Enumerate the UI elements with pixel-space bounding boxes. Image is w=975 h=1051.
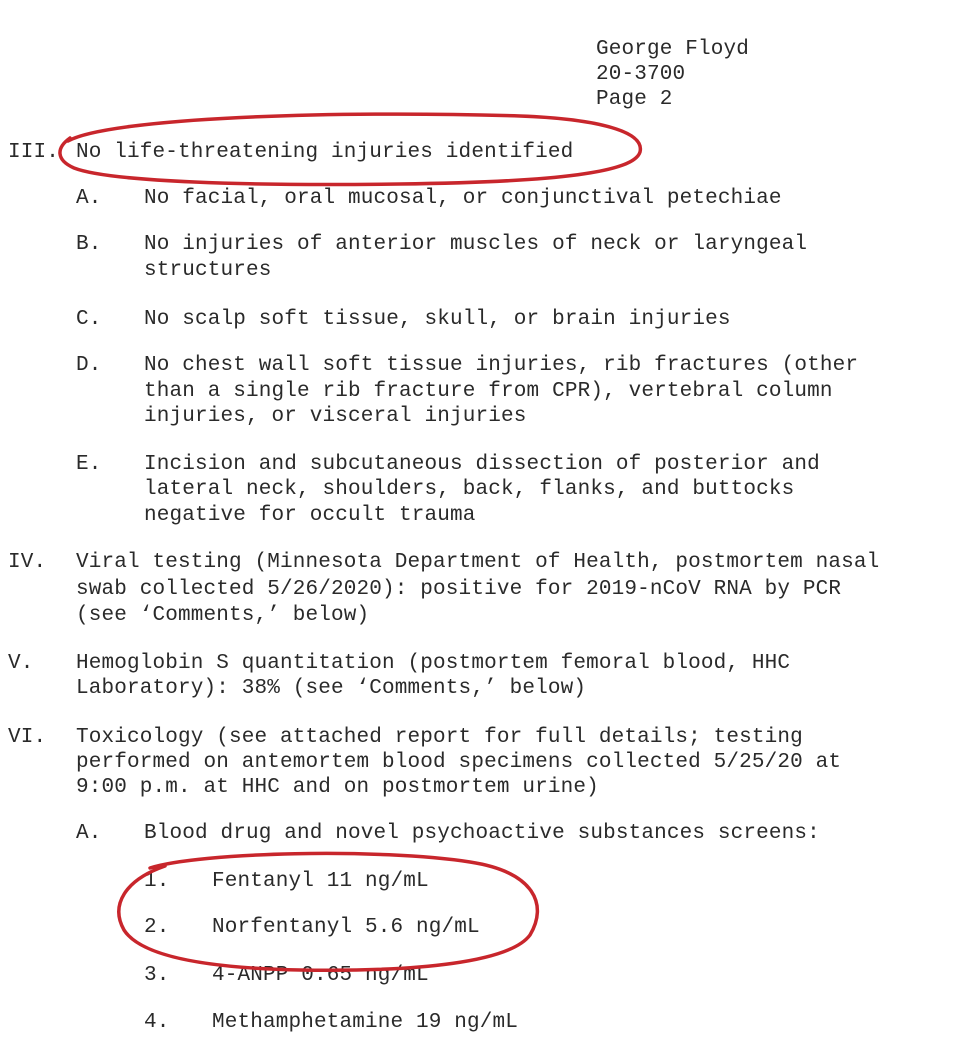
section-iv-line-1: Viral testing (Minnesota Department of Health, postmortem nasal: [76, 551, 880, 574]
section-vi-a-heading: Blood drug and novel psychoactive substances screens:: [144, 822, 820, 845]
section-iii-numeral: III.: [8, 141, 60, 164]
section-iii-b-line-2: structures: [144, 259, 272, 282]
section-iii-b-line-1: No injuries of anterior muscles of neck or laryngeal: [144, 233, 808, 256]
header-name: George Floyd: [596, 38, 750, 61]
section-iv-line-3: (see ‘Comments,’ below): [76, 604, 370, 627]
result-4-text: Methamphetamine 19 ng/mL: [212, 1011, 519, 1034]
section-iii-e-line-1: Incision and subcutaneous dissection of posterior and: [144, 453, 820, 476]
result-2-number: 2.: [144, 916, 170, 939]
section-iii-e-line-2: lateral neck, shoulders, back, flanks, and buttocks: [144, 478, 795, 501]
section-vi-line-3: 9:00 p.m. at HHC and on postmortem urine): [76, 776, 599, 799]
section-iii-c-letter: C.: [76, 308, 102, 331]
result-4-number: 4.: [144, 1011, 170, 1034]
section-iii-d-line-3: injuries, or visceral injuries: [144, 405, 527, 428]
section-iii-a-letter: A.: [76, 187, 102, 210]
section-iii-d-letter: D.: [76, 354, 102, 377]
section-v-numeral: V.: [8, 652, 34, 675]
section-iii-e-line-3: negative for occult trauma: [144, 504, 476, 527]
section-iii-c-line-1: No scalp soft tissue, skull, or brain injuries: [144, 308, 731, 331]
section-iv-numeral: IV.: [8, 551, 47, 574]
result-2-text: Norfentanyl 5.6 ng/mL: [212, 916, 480, 939]
header-case-number: 20-3700: [596, 63, 686, 86]
section-iv-line-2: swab collected 5/26/2020): positive for 2019-nCoV RNA by PCR: [76, 578, 842, 601]
section-iii-b-letter: B.: [76, 233, 102, 256]
section-iii-heading: No life-threatening injuries identified: [76, 141, 574, 164]
section-iii-e-letter: E.: [76, 453, 102, 476]
result-1-number: 1.: [144, 870, 170, 893]
section-vi-line-2: performed on antemortem blood specimens collected 5/25/20 at: [76, 751, 842, 774]
result-3-number: 3.: [144, 964, 170, 987]
section-vi-a-letter: A.: [76, 822, 102, 845]
header-page-number: Page 2: [596, 88, 673, 111]
section-vi-numeral: VI.: [8, 726, 47, 749]
section-v-line-1: Hemoglobin S quantitation (postmortem femoral blood, HHC: [76, 652, 791, 675]
result-3-text: 4-ANPP 0.65 ng/mL: [212, 964, 429, 987]
section-iii-a-line-1: No facial, oral mucosal, or conjunctival petechiae: [144, 187, 782, 210]
section-iii-d-line-2: than a single rib fracture from CPR), vertebral column: [144, 380, 833, 403]
section-vi-line-1: Toxicology (see attached report for full details; testing: [76, 726, 803, 749]
section-iii-d-line-1: No chest wall soft tissue injuries, rib fractures (other: [144, 354, 859, 377]
result-1-text: Fentanyl 11 ng/mL: [212, 870, 429, 893]
section-v-line-2: Laboratory): 38% (see ‘Comments,’ below): [76, 677, 587, 700]
